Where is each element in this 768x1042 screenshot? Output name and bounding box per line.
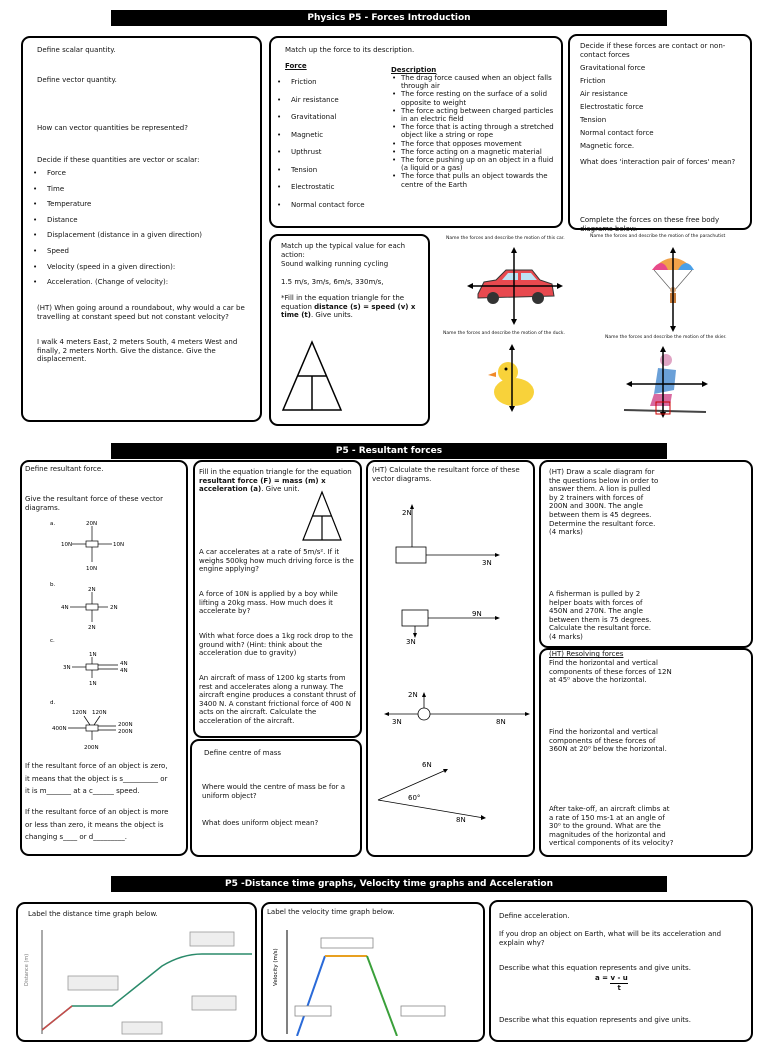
acceleration-box — [489, 900, 753, 1042]
list-item: • Magnetic — [269, 127, 379, 145]
a-bottom: 10N — [86, 566, 98, 572]
drop-question: If you drop an object on Earth, what will be its acceleration and explain why? — [499, 930, 722, 947]
v1-up: 2N — [402, 509, 412, 517]
resultant-define-box — [20, 460, 188, 856]
v4-b: 8N — [456, 816, 466, 824]
parachutist-diagram — [646, 246, 700, 332]
list-item: • The force pushing up on an object in a fluid (a liquid or a gas) — [391, 156, 556, 172]
label-c: c. — [50, 638, 55, 644]
rock-question: With what force does a 1kg rock drop to the ground with? (Hint: think about the acceleration due to gravity) — [199, 632, 353, 658]
walk-question: I walk 4 meters East, 2 meters South, 4 meters West and finally, 2 meters North. Give the distance. Give the displacement. — [37, 338, 238, 364]
uniform-question: Where would the centre of mass be for a uniform object? — [202, 783, 345, 800]
force-match-box — [269, 36, 563, 228]
contact-forces-box — [568, 34, 752, 233]
ht-resultant-title: (HT) Calculate the resultant force of these vector diagrams. — [372, 466, 520, 483]
typical-values-box — [269, 234, 430, 426]
v4-a: 6N — [422, 761, 432, 769]
interaction-question: What does 'interaction pair of forces' mean? — [580, 158, 736, 166]
distance-axis-label: Distance (m) — [24, 953, 30, 986]
resolving-forces-box — [539, 648, 753, 857]
list-item: Normal contact force — [580, 129, 654, 137]
roundabout-question: (HT) When going around a roundabout, why would a car be travelling at constant speed but not constant velocity? — [37, 304, 245, 321]
speed-equation-text: *Fill in the equation triangle for the equation distance (s) = speed (v) x time (t). Give units. — [281, 294, 416, 320]
list-item: • Upthrust — [269, 144, 379, 162]
list-item: • The force acting between charged particles in an electric field — [391, 107, 556, 123]
zero-resultant-sentences: If the resultant force of an object is zero, it means that the object is s__________ or it is m_______ at a c______ speed. — [25, 762, 168, 795]
distance-title: Label the distance time graph below. — [28, 910, 158, 918]
list-item: • The force resting on the surface of a solid opposite to weight — [391, 90, 556, 106]
list-item: Gravitational force — [580, 64, 646, 72]
equation-triangle — [301, 490, 343, 542]
c-right-2: 4N — [120, 668, 128, 674]
v1-right: 3N — [482, 559, 492, 567]
contact-list — [580, 62, 654, 153]
d-top-2: 120N — [92, 710, 107, 716]
v3-right: 8N — [496, 718, 506, 726]
list-item: Electrostatic force — [580, 103, 644, 111]
car-prompt: Name the forces and describe the motion of this car. — [446, 236, 565, 241]
velocity-time-box — [261, 902, 485, 1042]
represent-question: How can vector quantities be represented? — [37, 124, 188, 132]
c-left: 3N — [63, 665, 71, 671]
list-item: Air resistance — [580, 90, 628, 98]
define-resultant: Define resultant force. — [25, 465, 104, 473]
description-heading: Description — [391, 66, 437, 74]
list-item: • Force — [25, 166, 255, 182]
ht-vector-diagrams — [368, 488, 534, 856]
free-body-instruction: Complete the forces on these free body diagrams below. — [580, 216, 720, 233]
force-list — [269, 74, 379, 214]
typical-title: Match up the typical value for each action: — [281, 242, 406, 259]
v2-down: 3N — [406, 638, 416, 646]
velocity-axis-label: Velocity (m/s) — [273, 948, 279, 986]
section-title-resultant: P5 - Resultant forces — [111, 443, 667, 459]
skier-prompt: Name the forces and describe the motion of the skier. — [605, 335, 727, 340]
v3-left: 3N — [392, 718, 402, 726]
car-diagram — [466, 246, 566, 326]
list-item: • Tension — [269, 162, 379, 180]
list-item: Friction — [580, 77, 606, 85]
quantity-list — [25, 166, 255, 291]
list-item: • The drag force caused when an object falls through air — [391, 74, 556, 90]
equation-question-2: Describe what this equation represents and give units. — [499, 1016, 691, 1024]
label-b: b. — [50, 582, 56, 588]
force-heading: Force — [285, 62, 307, 70]
resolve-q2: Find the horizontal and vertical components of these forces of 360N at 20⁰ below the horizontal. — [549, 728, 667, 754]
define-acceleration: Define acceleration. — [499, 912, 570, 920]
a-right: 10N — [113, 542, 125, 548]
aircraft-question: An aircraft of mass of 1200 kg starts from rest and accelerates along a runway. The aircraft engine produces a constant thrust of 3400 N. A constant frictional force of 400 N acts on the aircraft. Calculate the acceleration of the aircraft. — [199, 674, 356, 725]
b-left: 4N — [61, 605, 69, 611]
list-item: • Time — [25, 182, 255, 198]
resolving-title: (HT) Resolving forces — [549, 650, 624, 658]
section-title-forces-intro: Physics P5 - Forces Introduction — [111, 10, 667, 26]
force-equation-text: Fill in the equation triangle for the equation resultant force (F) = mass (m) x acceleration (a). Give unit. — [199, 468, 352, 494]
d-bottom: 200N — [84, 745, 99, 751]
description-list — [391, 74, 556, 189]
resolve-q3: After take-off, an aircraft climbs at a rate of 150 ms-1 at an angle of 30⁰ to the ground. What are the magnitudes of the horizontal and vertical components of its velocity? — [549, 805, 674, 848]
list-item: • Distance — [25, 213, 255, 229]
list-item: • Friction — [269, 74, 379, 92]
actions-text: Sound walking running cycling — [281, 260, 389, 268]
c-bottom: 1N — [89, 681, 97, 687]
v4-angle: 60° — [408, 794, 421, 802]
d-right-2: 200N — [118, 729, 133, 735]
list-item: • Air resistance — [269, 92, 379, 110]
a-top: 20N — [86, 521, 98, 527]
uniform-meaning-question: What does uniform object mean? — [202, 819, 319, 827]
match-title: Match up the force to its description. — [285, 46, 415, 54]
boy-question: A force of 10N is applied by a boy while lifting a 20kg mass. How much does it accelerate by? — [199, 590, 338, 616]
section-title-graphs: P5 -Distance time graphs, Velocity time graphs and Acceleration — [111, 876, 667, 892]
skier-diagram — [620, 346, 710, 418]
vector-diagrams — [32, 518, 182, 754]
v3-up: 2N — [408, 691, 418, 699]
list-item: • Displacement (distance in a given direction) — [25, 228, 255, 244]
list-item: • Velocity (speed in a given direction): — [25, 260, 255, 276]
b-top: 2N — [88, 587, 96, 593]
velocity-title: Label the velocity time graph below. — [267, 908, 395, 916]
fisherman-text: A fisherman is pulled by 2 helper boats with forces of 450N and 270N. The angle between them is 75 degrees. Calculate the resultant force. (4 marks) — [549, 590, 652, 641]
centre-of-mass-box — [190, 739, 362, 857]
centre-question: Define centre of mass — [204, 749, 282, 757]
d-right-1: 200N — [118, 722, 133, 728]
scale-diagram-text: (HT) Draw a scale diagram for the questions below in order to answer them. A lion is pulled by 2 trainers with forces of 200N and 300N. The angle between them is 45 degrees. Determine the resultant force. (4 marks) — [549, 468, 659, 537]
equation-triangle — [281, 340, 343, 412]
give-resultant: Give the resultant force of these vector diagrams. — [25, 495, 163, 512]
newton-second-law-box — [193, 460, 362, 738]
b-right: 2N — [110, 605, 118, 611]
scalar-vector-box — [21, 36, 262, 422]
list-item: • Normal contact force — [269, 197, 379, 215]
velocity-time-graph — [267, 926, 481, 1036]
acceleration-equation: a = $\frac{v - u}{t}$ — [595, 974, 628, 992]
b-bottom: 2N — [88, 625, 96, 631]
parachute-prompt: Name the forces and describe the motion of the parachutist — [590, 234, 726, 239]
scale-diagram-box — [539, 460, 753, 648]
label-d: d. — [50, 700, 56, 706]
contact-title: Decide if these forces are contact or non-contact forces — [580, 42, 726, 59]
list-item: Magnetic force. — [580, 142, 635, 150]
ht-resultant-box — [366, 460, 535, 857]
vector-question: Define vector quantity. — [37, 76, 117, 84]
v2-right: 9N — [472, 610, 482, 618]
list-item: • The force that opposes movement — [391, 140, 556, 148]
duck-diagram — [484, 344, 544, 412]
equation-question: Describe what this equation represents and give units. — [499, 964, 691, 972]
distance-time-graph — [22, 926, 252, 1036]
list-item: • The force acting on a magnetic material — [391, 148, 556, 156]
scalar-question: Define scalar quantity. — [37, 46, 116, 54]
list-item: • Electrostatic — [269, 179, 379, 197]
list-item: • Speed — [25, 244, 255, 260]
list-item: • Acceleration. (Change of velocity): — [25, 275, 255, 291]
list-item: Tension — [580, 116, 607, 124]
c-top: 1N — [89, 652, 97, 658]
label-a: a. — [50, 521, 56, 527]
duck-prompt: Name the forces and describe the motion of the duck. — [443, 331, 565, 336]
d-top-1: 120N — [72, 710, 87, 716]
list-item: • The force that is acting through a stretched object like a string or rope — [391, 123, 556, 139]
values-text: 1.5 m/s, 3m/s, 6m/s, 330m/s, — [281, 278, 384, 286]
d-left: 400N — [52, 726, 67, 732]
c-right-1: 4N — [120, 661, 128, 667]
list-item: • Gravitational — [269, 109, 379, 127]
list-item: • Temperature — [25, 197, 255, 213]
decide-question: Decide if these quantities are vector or scalar: — [37, 156, 200, 164]
nonzero-resultant-sentences: If the resultant force of an object is more or less than zero, it means the object is changing s____ or d_________. — [25, 808, 169, 841]
list-item: • The force that pulls an object towards the centre of the Earth — [391, 172, 556, 188]
car-question: A car accelerates at a rate of 5m/s². If it weighs 500kg how much driving force is the engine applying? — [199, 548, 354, 574]
distance-time-box — [16, 902, 257, 1042]
resolve-q1: Find the horizontal and vertical components of these forces of 12N at 45⁰ above the horizontal. — [549, 659, 672, 685]
a-left: 10N — [61, 542, 73, 548]
